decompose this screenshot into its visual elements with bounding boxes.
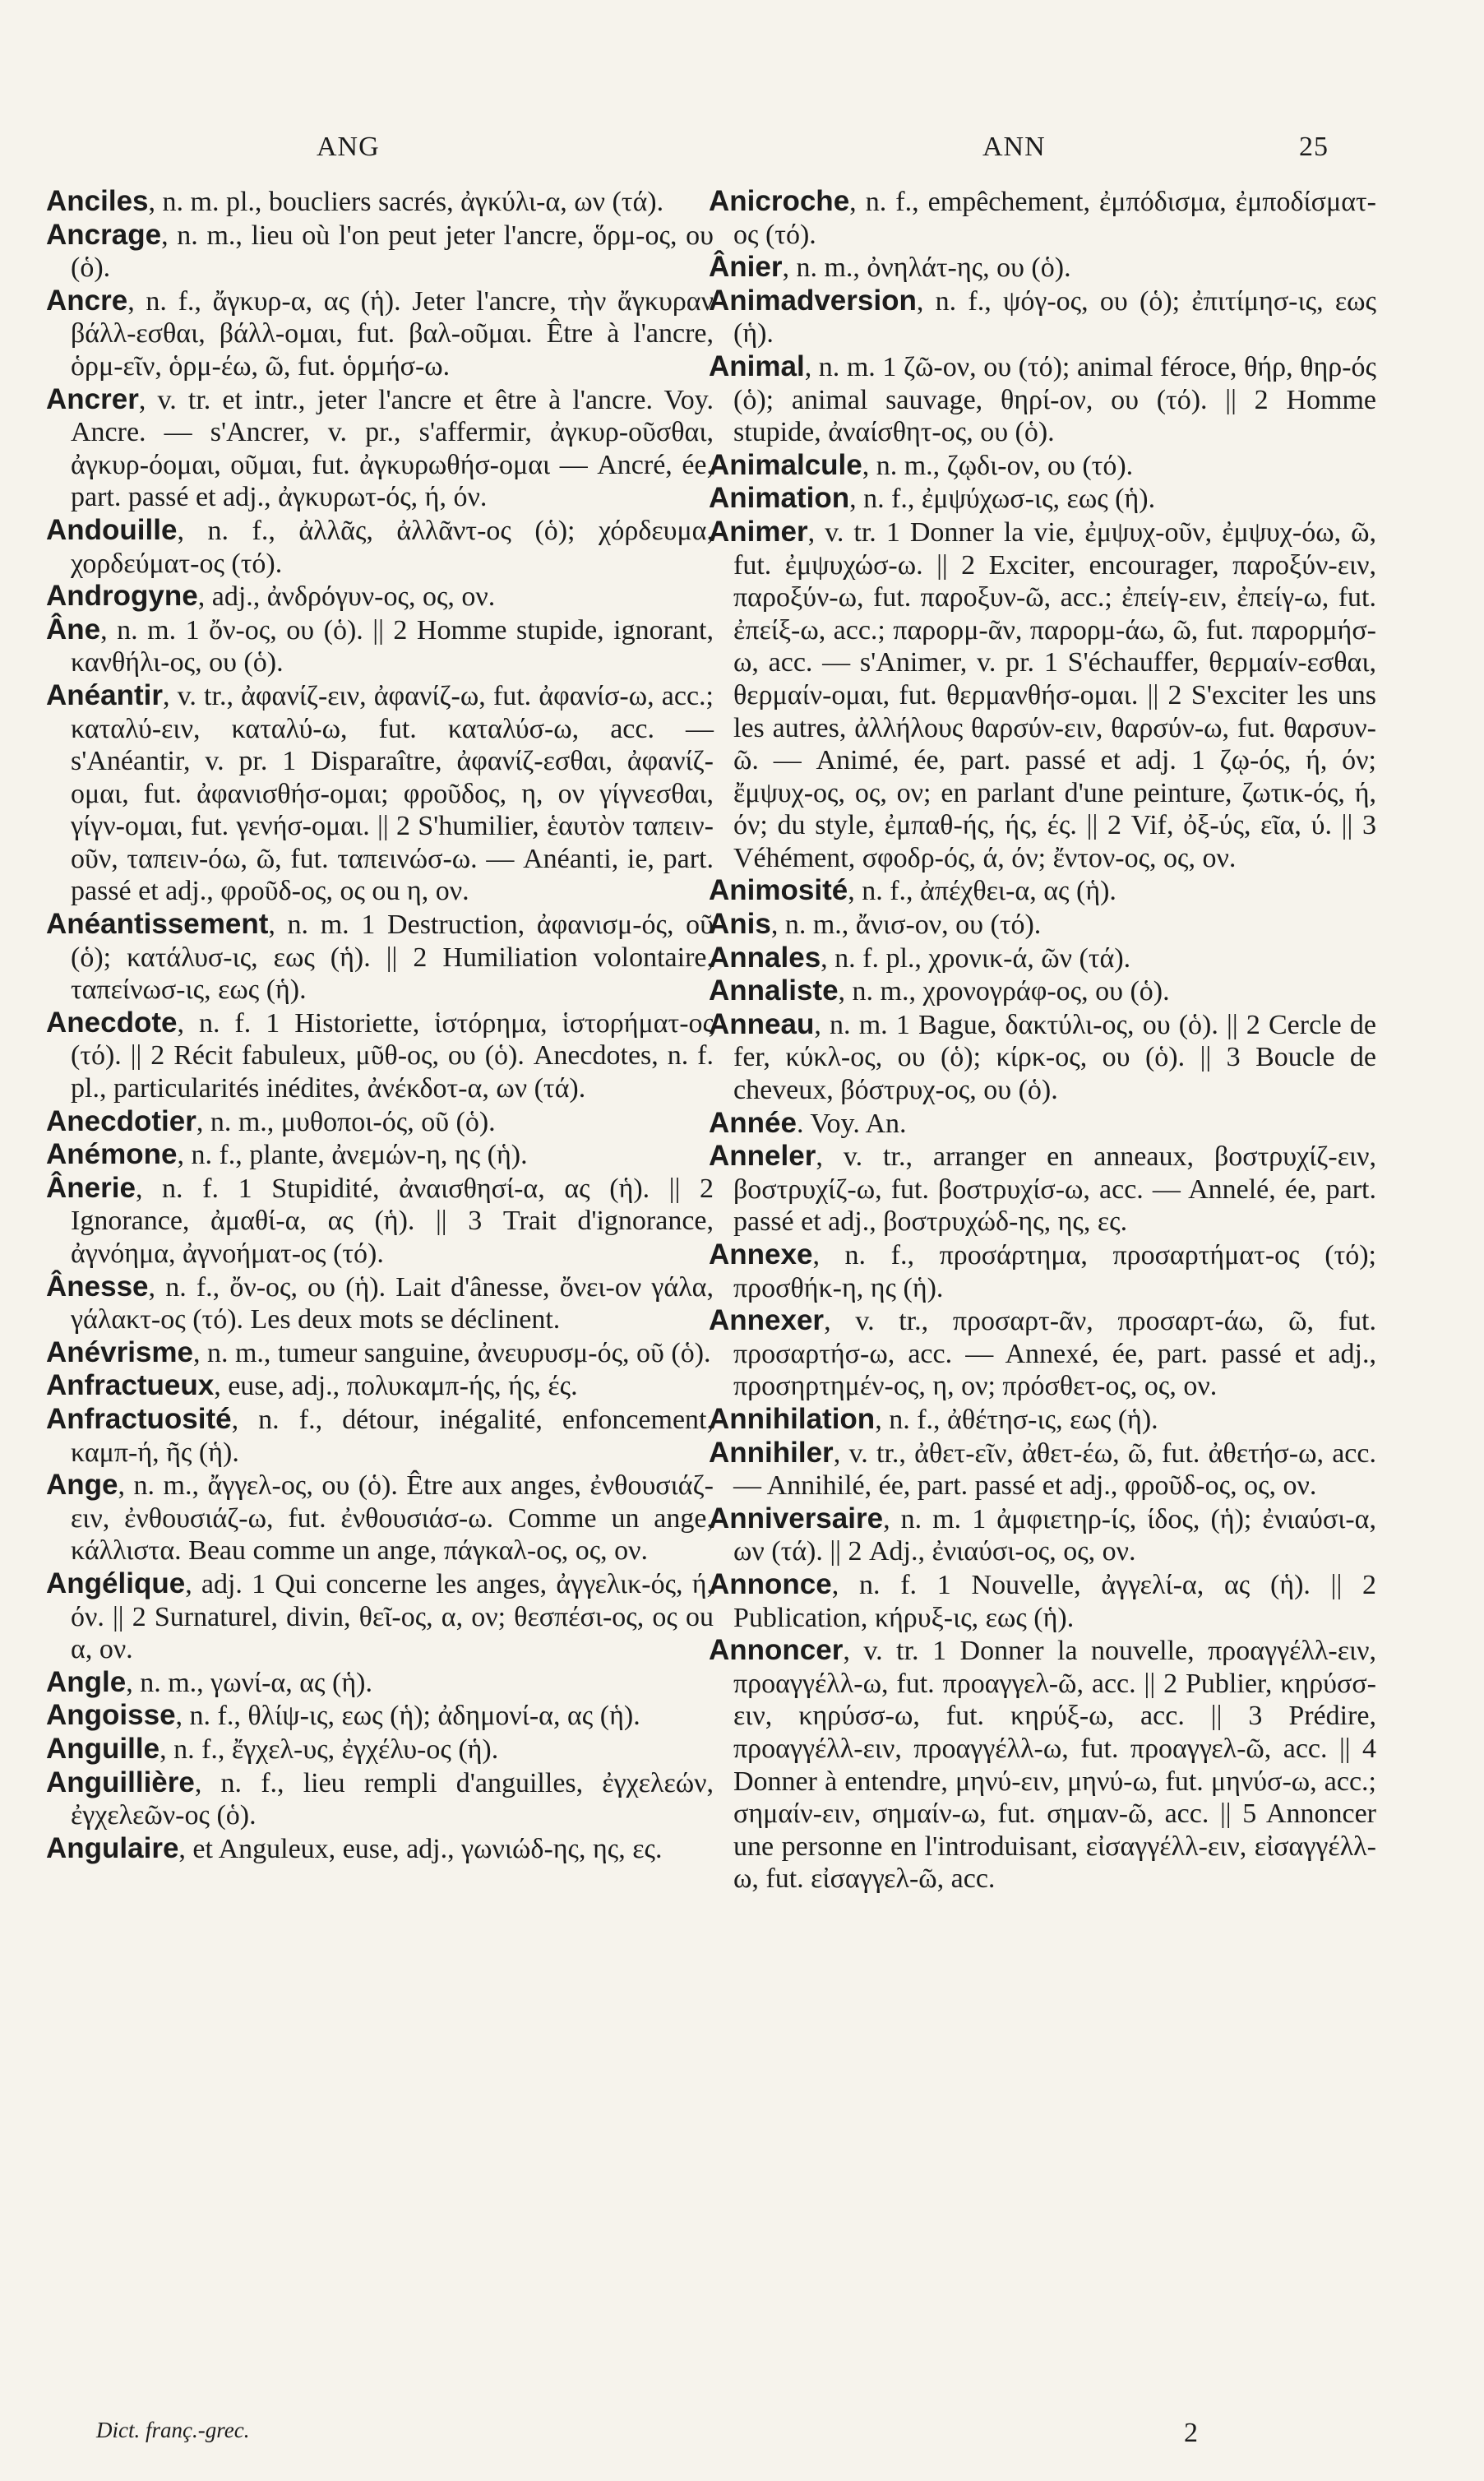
dictionary-entry [709,1634,1376,1895]
entry-definition: , n. f. 1 Stupidité, ἀναισθησί-α, ας (ἡ). || 2 Ignorance, ἀμαθί-α, ας (ἡ). || 3 Trait d'ignorance, ἀγνόημα, ἀγνοήματ-ος (τό). [71,1173,714,1269]
entry-definition: , n. f. pl., χρονικ-ά, ῶν (τά). [821,942,1131,974]
entry-headword: Anecdote [46,1006,178,1039]
entry-definition: , n. f., plante, ἀνεμών-η, ης (ἡ). [177,1140,528,1171]
entry-headword: Anfractueux [46,1369,215,1402]
entry-definition: , v. tr. 1 Donner la vie, ἐμψυχ-οῦν, ἐμψυχ-όω, ῶ, fut. ἐμψυχώσ-ω. || 2 Exciter, encourager, παροξύν-ειν, παροξύν-ω, fut. παροξυν-ῶ, acc.; ἐπείγ-ειν, ἐπείγ-ω, fut. ἐπείξ-ω, acc.; παρορμ-ᾶν, παρορμ-άω, ῶ, fut. παρορμήσ-ω, acc. — s'Animer, v. pr. 1 S'échauffer, θερμαίν-εσθαι, θερμαίν-ομαι, fut. θερμανθήσ-ομαι. || 2 S'exciter les uns les autres, ἀλλήλους θαρσύν-ειν, θαρσύν-ω, fut. θαρσυν-ῶ. — Animé, ée, part. passé et adj. 1 ζῳ-ός, ή, όν; ἔμψυχ-ος, ος, ον; en parlant d'une peinture, ζωτικ-ός, ή, όν; du style, ἐμπαθ-ής, ής, ές. || 2 Vif, ὀξ-ύς, εῖα, ύ. || 3 Véhément, σφοδρ-ός, ά, όν; ἔντον-ος, ος, ον. [733,516,1376,873]
dictionary-entry [709,1437,1376,1502]
entry-definition: , n. f., προσάρτημα, προσαρτήματ-ος (τό); προσθήκ-η, ης (ἡ). [733,1240,1376,1303]
dictionary-entry [709,350,1376,449]
entry-headword: Année [709,1106,797,1139]
entry-headword: Animal [709,349,805,382]
dictionary-entry [46,1832,714,1866]
dictionary-entry [46,1172,714,1271]
entry-headword: Animosité [709,874,848,907]
dictionary-entry [709,516,1376,875]
entry-definition: , n. m. 1 ὄν-ος, ου (ὁ). || 2 Homme stupide, ignorant, κανθήλι-ος, ου (ὁ). [71,614,714,678]
left-column [46,185,714,1865]
entry-headword: Animation [709,482,850,515]
entry-definition: , n. f., ψόγ-ος, ου (ὁ); ἐπιτίμησ-ις, εως (ἡ). [733,285,1376,349]
entry-headword: Anciles [46,185,149,217]
dictionary-entry [46,185,714,219]
entry-definition: , v. tr. 1 Donner la nouvelle, προαγγέλλ-ειν, προαγγέλλ-ω, fut. προαγγελ-ῶ, acc. || 2 Publier, κηρύσσ-ειν, κηρύσσ-ω, fut. κηρύξ-ω, acc. || 3 Prédire, προαγγέλλ-ειν, προαγγέλλ-ω, fut. προαγγελ-ῶ, acc. || 4 Donner à entendre, μηνύ-ειν, μηνύ-ω, fut. μηνύσ-ω, acc.; σημαίν-ειν, σημαίν-ω, fut. σημαν-ῶ, acc. || 5 Annoncer une personne en l'introduisant, εἰσαγγέλλ-ειν, εἰσαγγέλλ-ω, fut. εἰσαγγελ-ῶ, acc. [733,1636,1376,1895]
running-head [0,132,1484,181]
dictionary-entry [46,1766,714,1832]
entry-headword: Animadversion [709,284,917,317]
footer-signature: Dict. franç.-grec. [96,2418,250,2442]
entry-definition: , adj. 1 Qui concerne les anges, ἀγγελικ-ός, ή, όν. || 2 Surnaturel, divin, θεῖ-ος, α, ον; θεσπέσι-ος, ος ou α, ον. [71,1568,714,1665]
entry-definition: , v. tr., προσαρτ-ᾶν, προσαρτ-άω, ῶ, fut. προσαρτήσ-ω, acc. — Annexé, ée, part. passé et adj., προσηρτημέν-ος, η, ον; πρόσθετ-ος, ος, ον. [733,1306,1376,1402]
entry-headword: Anévrisme [46,1335,193,1368]
dictionary-entry [46,383,714,514]
entry-headword: Angulaire [46,1831,179,1864]
entry-headword: Annaliste [709,974,839,1007]
entry-definition: , n. f., ἄγκυρ-α, ας (ἡ). Jeter l'ancre, τὴν ἄγκυραν βάλλ-εσθαι, βάλλ-ομαι, fut. βαλ-οῦμαι. Être à l'ancre, ὁρμ-εῖν, ὁρμ-έω, ῶ, fut. ὁρμήσ-ω. [71,285,714,382]
dictionary-entry [46,580,714,613]
entry-definition: , n. f., ἀθέτησ-ις, εως (ἡ). [875,1404,1158,1435]
entry-definition: , n. m., μυθοποι-ός, οῦ (ὁ). [196,1106,496,1137]
entry-definition: , n. f., lieu rempli d'anguilles, ἐγχελεών, ἐγχελεῶν-ος (ὁ). [71,1767,714,1831]
entry-headword: Anguille [46,1732,160,1765]
entry-headword: Annoncer [709,1634,844,1667]
entry-definition: , n. m., lieu où l'on peut jeter l'ancre, ὅρμ-ος, ου (ὁ). [71,220,714,284]
entry-definition: , euse, adj., πολυκαμπ-ής, ής, ές. [214,1371,578,1402]
entry-headword: Annonce [709,1567,832,1600]
entry-headword: Âne [46,613,101,646]
entry-headword: Anis [709,908,771,941]
dictionary-entry [46,1666,714,1700]
entry-definition: , n. m. 1 Bague, δακτύλι-ος, ου (ὁ). || 2 Cercle de fer, κύκλ-ος, ου (ὁ); κίρκ-ος, ου (ὁ). || 3 Boucle de cheveux, βόστρυχ-ος, ου (ὁ). [733,1009,1376,1106]
entry-definition: , v. tr., ἀθετ-εῖν, ἀθετ-έω, ῶ, fut. ἀθετήσ-ω, acc. — Annihilé, ée, part. passé et adj., φροῦδ-ος, ος, ον. [733,1437,1376,1502]
dictionary-entry [46,679,714,908]
dictionary-entry [709,1568,1376,1634]
dictionary-entry [709,1008,1376,1107]
entry-definition: , n. f., θλίψ-ις, εως (ἡ); ἀδημονί-α, ας (ἡ). [175,1701,640,1732]
entry-definition: , n. f., ἀλλᾶς, ἀλλᾶντ-ος (ὁ); χόρδευμα, χορδεύματ-ος (τό). [71,515,714,579]
entry-definition: , n. m., ἄγγελ-ος, ου (ὁ). Être aux anges, ἐνθουσιάζ-ειν, ἐνθουσιάζ-ω, fut. ἐνθουσιάσ-ω. Comme un ange, κάλλιστα. Beau comme un ange, πάγκαλ-ος, ος, ον. [71,1470,714,1567]
entry-definition: , n. m., ζῳδι-ον, ου (τό). [862,450,1134,481]
dictionary-entry [709,1304,1376,1403]
entry-headword: Anfractuosité [46,1402,232,1435]
entry-headword: Androgyne [46,580,198,613]
dictionary-entry [709,449,1376,483]
dictionary-entry [709,185,1376,251]
entry-definition: , n. f., empêchement, ἐμπόδισμα, ἐμποδίσματ-ος (τό). [733,187,1376,250]
dictionary-entry [46,514,714,580]
dictionary-entry [46,1271,714,1336]
entry-headword: Angoisse [46,1699,176,1732]
entry-definition: , v. tr. et intr., jeter l'ancre et être à l'ancre. Voy. Ancre. — s'Ancrer, v. pr., s'affermir, ἀγκυρ-οῦσθαι, ἀγκυρ-όομαι, οῦμαι, fut. ἀγκυρωθήσ-ομαι — Ancré, ée, part. passé et adj., ἀγκυρωτ-ός, ή, όν. [71,384,714,513]
entry-headword: Ancre [46,284,128,317]
dictionary-entry [709,1107,1376,1141]
entry-headword: Ânerie [46,1171,136,1204]
dictionary-entry [46,908,714,1007]
entry-headword: Anniversaire [709,1502,884,1534]
entry-headword: Anémone [46,1138,178,1171]
dictionary-entry [46,1699,714,1733]
entry-headword: Ânesse [46,1270,149,1303]
entry-definition: , n. m., ὀνηλάτ-ης, ου (ὁ). [782,252,1071,284]
entry-definition: , n. f. 1 Historiette, ἱστόρημα, ἱστορήματ-ος (τό). || 2 Récit fabuleux, μῦθ-ος, ου (ὁ). Anecdotes, n. f. pl., particularités inédites, ἀνέκδοτ-α, ων (τά). [71,1007,714,1104]
entry-headword: Annihilation [709,1402,876,1435]
entry-definition: , n. m. 1 ἀμφιετηρ-ίς, ίδος, (ἡ); ἐνιαύσι-α, ων (τά). || 2 Adj., ἐνιαύσι-ος, ος, ον. [733,1503,1376,1567]
dictionary-entry [709,908,1376,942]
entry-definition: , n. m., tumeur sanguine, ἀνευρυσμ-ός, οῦ (ὁ). [192,1337,711,1368]
dictionary-entry [46,219,714,285]
entry-definition: , n. m., ἄνισ-ον, ου (τό). [770,910,1042,941]
dictionary-entry [709,874,1376,908]
dictionary-entry [709,974,1376,1008]
entry-definition: , n. f., ἐμψύχωσ-ις, εως (ἡ). [849,484,1156,515]
entry-definition: , n. f. 1 Nouvelle, ἀγγελί-α, ας (ἡ). || 2 Publication, κήρυξ-ις, εως (ἡ). [733,1569,1376,1633]
entry-definition: , n. f., ὄν-ος, ου (ἡ). Lait d'ânesse, ὄνει-ον γάλα, γάλακτ-ος (τό). Les deux mots se déclinent. [71,1271,714,1335]
entry-headword: Annexe [709,1238,813,1271]
dictionary-entry [709,942,1376,975]
entry-headword: Annihiler [709,1436,834,1469]
entry-headword: Ânier [709,251,783,284]
dictionary-entry [709,1502,1376,1568]
entry-definition: , v. tr., ἀφανίζ-ειν, ἀφανίζ-ω, fut. ἀφανίσ-ω, acc.; καταλύ-ειν, καταλύ-ω, fut. καταλύσ-ω, acc. — s'Anéantir, v. pr. 1 Disparaître, ἀφανίζ-εσθαι, ἀφανίζ-ομαι, fut. ἀφανισθήσ-ομαι; φροῦδος, η, ον γίγνεσθαι, γίγν-ομαι, fut. γενήσ-ομαι. || 2 S'humilier, ἑαυτὸν ταπειν-οῦν, ταπειν-όω, ῶ, fut. ταπεινώσ-ω. — Anéanti, ie, part. passé et adj., φροῦδ-ος, ος ou η, ον. [71,680,714,907]
entry-headword: Anicroche [709,185,850,217]
right-column [709,185,1376,1895]
entry-headword: Ancrer [46,382,139,415]
dictionary-entry [46,1403,714,1469]
entry-headword: Animer [709,515,808,548]
entry-definition: , n. m., χρονογράφ-ος, ου (ὁ). [838,976,1170,1007]
entry-definition: , n. m., γωνί-α, ας (ἡ). [126,1667,372,1698]
entry-headword: Anguillière [46,1766,195,1798]
entry-headword: Angle [46,1665,127,1698]
dictionary-entry [46,1138,714,1172]
dictionary-entry [46,1469,714,1567]
dictionary-entry [46,285,714,383]
right-running-head: ANN [982,132,1046,162]
dictionary-entry [46,613,714,679]
dictionary-entry [709,1140,1376,1238]
entry-headword: Annales [709,941,821,974]
entry-definition: , et Anguleux, euse, adj., γωνιώδ-ης, ης, ες. [178,1833,663,1864]
dictionary-entry [46,1105,714,1139]
entry-definition: , adj., ἀνδρόγυν-ος, ος, ον. [197,581,496,613]
entry-definition: , n. f., détour, inégalité, enfoncement, καμπ-ή, ῆς (ἡ). [71,1404,714,1468]
dictionary-entry [709,251,1376,285]
entry-definition: , n. m. pl., boucliers sacrés, ἀγκύλι-α, ων (τά). [148,187,664,217]
dictionary-entry [709,1238,1376,1304]
dictionary-entry [46,1567,714,1666]
entry-headword: Anneler [709,1140,816,1173]
entry-headword: Annexer [709,1304,825,1337]
entry-headword: Animalcule [709,448,862,481]
dictionary-entry [46,1733,714,1766]
entry-definition: , v. tr., arranger en anneaux, βοστρυχίζ-ειν, βοστρυχίζ-ω, fut. βοστρυχίσ-ω, acc. — Annelé, ée, part. passé et adj., βοστρυχώδ-ης, ης, ες. [733,1141,1376,1238]
entry-headword: Anéantir [46,678,163,711]
entry-definition: , n. f., ἀπέχθει-α, ας (ἡ). [848,876,1116,907]
entry-headword: Ange [46,1469,118,1502]
entry-headword: Angélique [46,1567,186,1599]
dictionary-entry [709,1403,1376,1437]
dictionary-entry [709,285,1376,350]
left-running-head: ANG [317,132,380,162]
page-number: 25 [1299,132,1329,162]
entry-headword: Anecdotier [46,1104,196,1137]
entry-definition: , n. m. 1 Destruction, ἀφανισμ-ός, οῦ (ὁ); κατάλυσ-ις, εως (ἡ). || 2 Humiliation volontaire, ταπείνωσ-ις, εως (ἡ). [71,910,714,1006]
entry-headword: Ancrage [46,218,162,251]
entry-definition: , n. m. 1 ζῶ-ον, ου (τό); animal féroce, θήρ, θηρ-ός (ὁ); animal sauvage, θηρί-ον, ου (τό). || 2 Homme stupide, ἀναίσθητ-ος, ου (ὁ). [733,351,1376,448]
dictionary-entry [46,1336,714,1370]
entry-definition: . Voy. An. [796,1108,907,1139]
page-footer [0,2418,1484,2459]
dictionary-entry [709,482,1376,516]
entry-definition: , n. f., ἔγχελ-υς, ἐγχέλυ-ος (ἡ). [159,1733,499,1765]
dictionary-entry [46,1369,714,1403]
entry-headword: Anneau [709,1007,815,1040]
dictionary-entry [46,1007,714,1105]
entry-headword: Andouille [46,513,178,546]
entry-headword: Anéantissement [46,908,269,941]
footer-gathering-mark: 2 [1184,2418,1198,2448]
